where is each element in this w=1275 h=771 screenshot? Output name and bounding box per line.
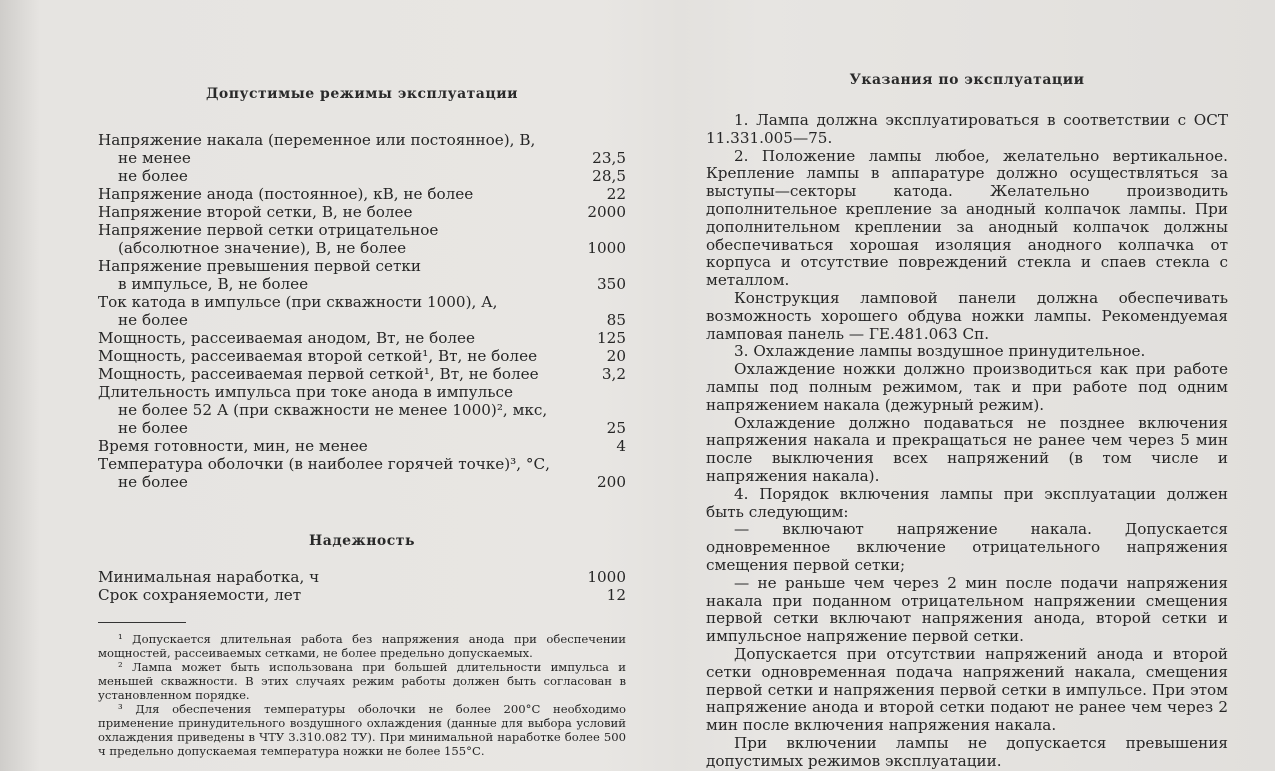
instruction-paragraph: При включении лампы не допускается превышения допустимых режимов эксплуатации.: [706, 733, 1228, 770]
param-row: [98, 473, 626, 491]
param-row: [98, 293, 626, 311]
param-label: не более: [118, 419, 188, 437]
param-row: [98, 167, 626, 185]
param-row: [98, 437, 626, 455]
param-value: 1000: [587, 239, 626, 257]
param-row: [98, 221, 626, 239]
param-label: Мощность, рассеиваемая второй сеткой¹, Вт, не более: [98, 347, 538, 365]
param-label: Температура оболочки (в наиболее горячей точке)³, °С,: [98, 455, 550, 473]
instruction-paragraph: 3. Охлаждение лампы воздушное принудительное.: [734, 342, 1146, 361]
param-label: Мощность, рассеиваемая анодом, Вт, не более: [98, 329, 476, 347]
param-label: Время готовности, мин, не менее: [98, 437, 368, 455]
reliability-row: [98, 586, 626, 604]
footnote: ³ Для обеспечения температуры оболочки не более 200°С необходимо применение принудительного воздушного охлаждения (данные для выбора условий охлаждения приведены в ЧТУ 3.310.082 ТУ). При минимальной наработке более 500 ч предельно допускаемая температура ножки не более 155°С.: [98, 702, 626, 758]
param-row: [98, 365, 626, 383]
instruction-paragraph: Конструкция ламповой панели должна обеспечивать возможность хорошего обдува ножки лампы. Рекомендуемая ламповая панель — ГЕ.481.063 Сп.: [706, 288, 1228, 343]
param-value: 23,5: [592, 149, 626, 167]
instruction-paragraph: 1. Лампа должна эксплуатироваться в соответствии с ОСТ 11.331.005—75.: [706, 111, 1228, 147]
reliability-label: Минимальная наработка, ч: [98, 568, 320, 586]
instruction-paragraph: 4. Порядок включения лампы при эксплуатации должен быть следующим:: [706, 484, 1228, 521]
instruction-paragraph: — не раньше чем через 2 мин после подачи напряжения накала при поданном отрицательном напряжении смещения первой сетки включают напряжения анода, второй сетки и импульсное напряжение первой сетки.: [706, 573, 1228, 646]
instruction-paragraph: Допускается при отсутствии напряжений анода и второй сетки одновременная подача напряжений накала, смещения первой сетки и напряжения первой сетки в импульсе. При этом напряжение анода и второй сетки подают не ранее чем через 2 мин после включения напряжения накала.: [706, 644, 1228, 735]
param-value: 200: [597, 473, 626, 491]
param-row: [98, 311, 626, 329]
param-row: [98, 185, 626, 203]
param-label: Напряжение второй сетки, В, не более: [98, 203, 413, 221]
footnote-divider: [98, 622, 186, 623]
param-value: 125: [597, 329, 626, 347]
param-label: не менее: [118, 149, 191, 167]
right-column: [706, 72, 1228, 770]
reliability-value: 1000: [587, 568, 626, 586]
param-row: [98, 401, 626, 419]
param-label: в импульсе, В, не более: [118, 275, 309, 293]
param-row: [98, 383, 626, 401]
param-value: 22: [606, 185, 626, 203]
reliability-value: 12: [606, 586, 626, 604]
param-row: [98, 329, 626, 347]
param-value: 25: [606, 419, 626, 437]
param-label: Напряжение анода (постоянное), кВ, не более: [98, 185, 474, 203]
param-label: Мощность, рассеиваемая первой сеткой¹, Вт, не более: [98, 365, 539, 383]
instructions-text: [706, 112, 1228, 770]
param-row: [98, 203, 626, 221]
operating-modes-heading: Допустимые режимы эксплуатации: [205, 86, 518, 102]
footnote: ² Лампа может быть использована при большей длительности импульса и меньшей скважности. В этих случаях режим работы должен быть согласован в установленном порядке.: [98, 660, 626, 702]
param-value: 85: [606, 311, 626, 329]
param-value: 20: [606, 347, 626, 365]
param-row: [98, 275, 626, 293]
param-label: Длительность импульса при токе анода в импульсе: [98, 383, 513, 401]
param-value: 3,2: [601, 365, 626, 383]
footnote: ¹ Допускается длительная работа без напряжения анода при обеспечении мощностей, рассеиваемых сетками, не более предельно допускаемых.: [98, 632, 626, 660]
reliability-list: [98, 568, 626, 604]
param-label: Напряжение превышения первой сетки: [98, 257, 421, 275]
reliability-row: [98, 568, 626, 586]
param-label: не более: [118, 311, 188, 329]
parameters-list: [98, 131, 626, 491]
param-label: не более 52 А (при скважности не менее 1000)², мкс,: [118, 401, 548, 419]
param-label: не более: [118, 167, 188, 185]
param-label: Напряжение накала (переменное или постоянное), В,: [98, 131, 536, 149]
param-label: Напряжение первой сетки отрицательное: [98, 221, 439, 239]
param-row: [98, 239, 626, 257]
param-value: 350: [597, 275, 626, 293]
instruction-paragraph: Охлаждение ножки должно производиться как при работе лампы под полным режимом, так и при работе под одним напряжением накала (дежурный режим).: [706, 360, 1228, 414]
param-value: 2000: [587, 203, 626, 221]
param-value: 28,5: [592, 167, 626, 185]
param-row: [98, 257, 626, 275]
param-row: [98, 149, 626, 167]
instruction-paragraph: 2. Положение лампы любое, желательно вертикальное. Крепление лампы в аппаратуре должно осуществляться за выступы—секторы катода. Желательно производить дополнительное крепление за анодный колпачок лампы. При дополнительном креплении за анодный колпачок должны обеспечиваться хорошая изоляция анодного колпачка от корпуса и отсутствие повреждений стекла и спаев стекла с металлом.: [706, 146, 1228, 290]
left-column: [98, 80, 626, 758]
param-label: не более: [118, 473, 188, 491]
param-row: [98, 455, 626, 473]
param-value: 4: [616, 437, 626, 455]
usage-instructions-heading: Указания по эксплуатации: [849, 72, 1085, 88]
reliability-heading: Надежность: [309, 533, 415, 549]
param-label: Ток катода в импульсе (при скважности 1000), А,: [98, 293, 498, 311]
instruction-paragraph: Охлаждение должно подаваться не позднее включения напряжения накала и прекращаться не ранее чем через 5 мин после выключения всех напряжений (в том числе и напряжения накала).: [706, 413, 1228, 485]
instruction-paragraph: — включают напряжение накала. Допускается одновременное включение отрицательного напряжения смещения первой сетки;: [706, 520, 1228, 574]
param-row: [98, 419, 626, 437]
reliability-label: Срок сохраняемости, лет: [98, 586, 302, 604]
param-label: (абсолютное значение), В, не более: [118, 239, 407, 257]
param-row: [98, 131, 626, 149]
footnotes: [98, 632, 626, 758]
param-row: [98, 347, 626, 365]
